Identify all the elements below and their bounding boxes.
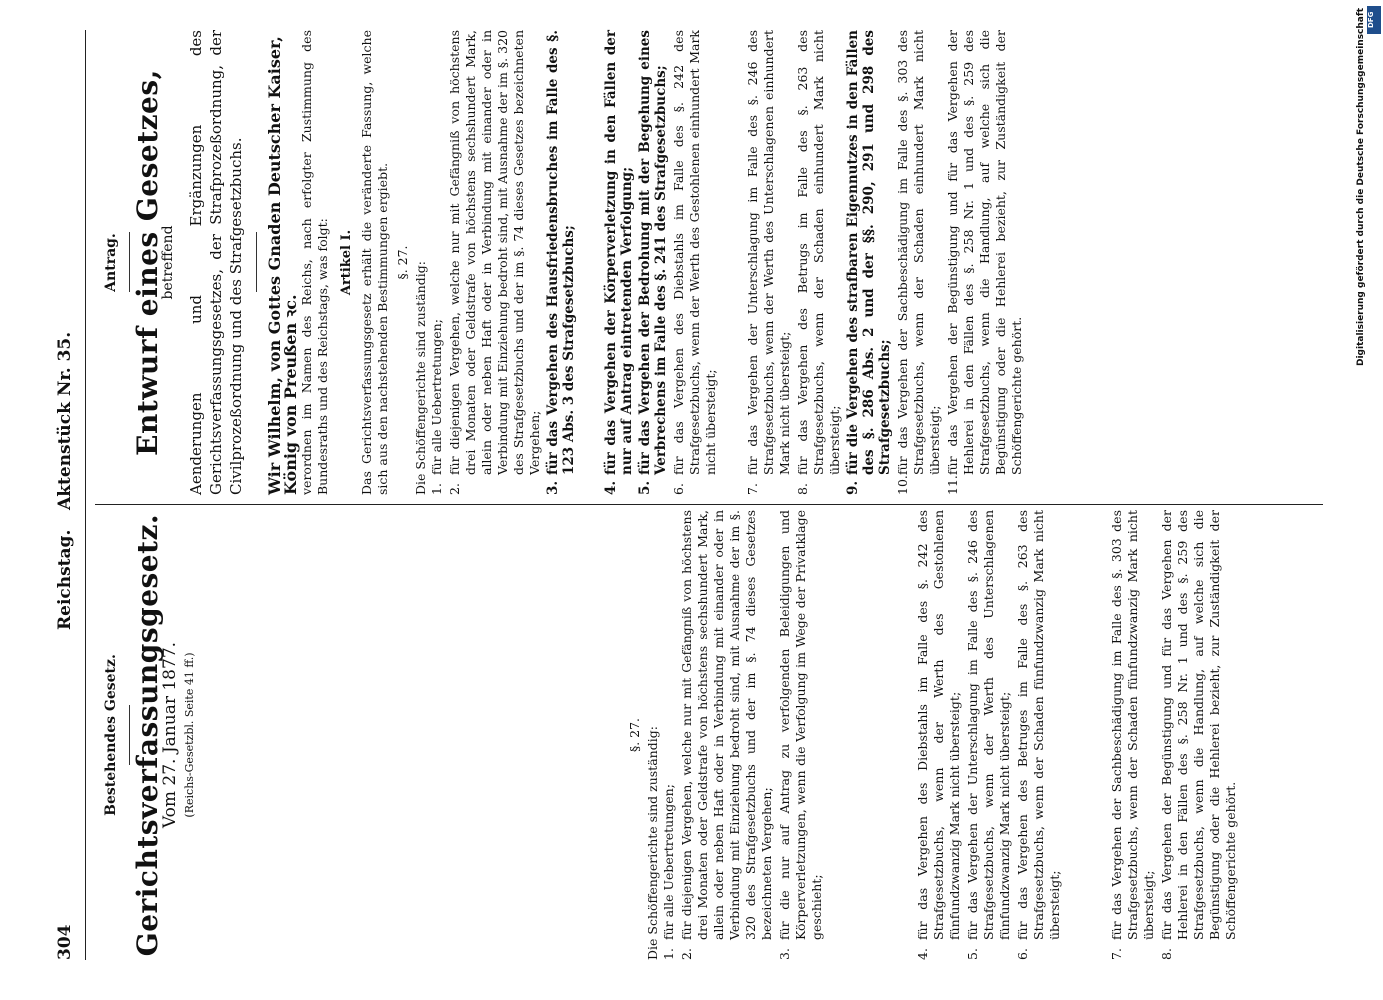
right-column (95, 30, 1027, 495)
right-article-text: Das Gerichtsverfassungsgesetz erhält die veränderte Fassung, welche sich aus den nachstehenden Bestimmungen ergiebt. (359, 30, 390, 495)
left-item-4: 4. für das Vergehen des Diebstahls im Falle des §. 242 des Strafgesetzbuchs, wenn der Werth des Gestohlenen fünfundzwanzig Mark nicht übersteigt; (915, 510, 962, 960)
dfg-logo: DFG (1367, 6, 1381, 34)
right-preamble-text: verordnen im Namen des Reichs, nach erfolgter Zustimmung des Bundesraths und des Reichstags, was folgt: (299, 30, 330, 495)
left-item-8: 8. für das Vergehen der Begünstigung und für das Vergehen der Hehlerei in den Fällen des §. 258 Nr. 1 und des §. 259 des Strafgesetzbuchs, wenn die Handlung, auf welche sich die Begünstigung oder die Hehlerei bezieht, zur Zuständigkeit der Schöffengerichte gehört. (1159, 510, 1238, 960)
right-item-3: 3. für das Vergehen des Hausfriedensbruches im Falle des §. 123 Abs. 3 des Strafgesetzbuchs; (545, 30, 577, 495)
left-title: Gerichtsverfassungsgesetz. (131, 513, 164, 957)
left-column (95, 510, 1241, 960)
right-rule (129, 233, 130, 293)
right-item-6: 6. für das Vergehen des Diebstahls im Falle des §. 242 des Strafgesetzbuchs, wenn der Werth des Gestohlenen einhundert Mark nicht übersteigt; (671, 30, 718, 495)
right-item-7: 7. für das Vergehen der Unterschlagung im Falle des §. 246 des Strafgesetzbuchs, wenn der Werth des Unterschlagenen einhundert Mark nicht übersteigt; (745, 30, 792, 495)
right-item-10: 10. für das Vergehen der Sachbeschädigung im Falle des §. 303 des Strafgesetzbuchs, wenn der Schaden einhundert Mark nicht übersteigt; (895, 30, 942, 495)
right-item-1: 1. für alle Uebertretungen; (429, 319, 444, 495)
right-subject: Aenderungen und Ergänzungen des Gerichtsverfassungsgesetzes, der Strafprozeßordnung, der Civilprozeßordnung und des Strafgesetzbuchs. (187, 30, 245, 495)
right-item-5: 5. für das Vergehen der Bedrohung mit der Begehung eines Verbrechens im Falle des §. 241 des Strafgesetzbuchs; (637, 30, 669, 495)
right-rule-2 (256, 233, 257, 293)
left-item-3: 3. für die nur auf Antrag zu verfolgenden Beleidigungen und Körperverletzungen, wenn die Verfolgung im Wege der Privatklage geschieht; (777, 510, 824, 960)
right-label: Antrag. (103, 233, 119, 292)
header-document: Aktenstück Nr. 35. (55, 331, 75, 510)
right-item-8: 8. für das Vergehen des Betrugs im Falle des §. 263 des Strafgesetzbuchs, wenn der Schaden einhundert Mark nicht übersteigt; (795, 30, 842, 495)
left-rule (129, 705, 130, 765)
left-item-6: 6. für das Vergehen des Betruges im Falle des §. 263 des Strafgesetzbuchs, wenn der Schaden fünfundzwanzig Mark nicht übersteigt; (1015, 510, 1062, 960)
page-number: 304 (55, 924, 75, 960)
left-item-5: 5. für das Vergehen der Unterschlagung im Falle des §. 246 des Strafgesetzbuchs, wenn der Werth des Unterschlagenen fünfundzwanzig Mark nicht übersteigt; (965, 510, 1012, 960)
right-subtitle: betreffend (160, 225, 176, 300)
right-title: Entwurf eines Gesetzes, (131, 69, 164, 456)
digitization-note: Digitalisierung gefördert durch die Deutsche Forschungsgemeinschaft (1356, 7, 1366, 366)
page-header (55, 30, 86, 960)
left-citation: (Reichs-Gesetzbl. Seite 41 ff.) (183, 652, 196, 818)
left-intro: Die Schöffengerichte sind zuständig: (645, 726, 660, 960)
header-institution: Reichstag. (55, 529, 75, 630)
right-preamble-title: Wir Wilhelm, von Gottes Gnaden Deutscher Kaiser, König von Preußen ꝛc. (265, 36, 300, 495)
right-article: Artikel I. (339, 229, 354, 296)
left-item-2: 2. für diejenigen Vergehen, welche nur mit Gefängniß von höchstens drei Monaten oder Geldstrafe von höchstens sechshundert Mark, allein oder neben Haft oder in Verbindung mit einander oder in Verbindung mit Einziehung bedroht sind, mit Ausnahme der im §. 320 des Strafgesetzbuchs und der im §. 74 dieses Gesetzes bezeichneten Vergehen; (679, 510, 774, 960)
right-item-4: 4. für das Vergehen der Körperverletzung in den Fällen der nur auf Antrag eintretenden Verfolgung; (603, 30, 635, 495)
left-section: §. 27. (627, 717, 642, 753)
right-intro: Die Schöffengerichte sind zuständig: (413, 261, 428, 495)
column-divider (95, 504, 1323, 505)
right-item-11: 11. für das Vergehen der Begünstigung und für das Vergehen der Hehlerei in den Fällen des §. 258 Nr. 1 und des §. 259 des Strafgesetzbuchs, wenn die Handlung, auf welche sich die Begünstigung oder die Hehlerei bezieht, zur Zuständigkeit der Schöffengerichte gehört. (945, 30, 1024, 495)
right-item-9: 9. für die Vergehen des strafbaren Eigennutzes in den Fällen des §. 286 Abs. 2 und der §§. 290, 291 und 298 des Strafgesetzbuchs; (845, 30, 893, 495)
left-item-7: 7. für das Vergehen der Sachbeschädigung im Falle des §. 303 des Strafgesetzbuchs, wenn der Schaden fünfundzwanzig Mark nicht übersteigt; (1109, 510, 1156, 960)
left-date: Vom 27. Januar 1877. (160, 641, 180, 829)
right-section: §. 27. (395, 245, 410, 280)
left-label: Bestehendes Gesetz. (103, 654, 119, 816)
right-item-2: 2. für diejenigen Vergehen, welche nur mit Gefängniß von höchstens drei Monaten oder Geldstrafe von höchstens sechshundert Mark, allein oder neben Haft oder in Verbindung mit einander oder in Verbindung mit Einziehung bedroht sind, mit Ausnahme der im §. 320 des Strafgesetzbuchs und der im §. 74 dieses Gesetzes bezeichneten Vergehen; (447, 30, 542, 495)
left-item-1: 1. für alle Uebertretungen; (661, 784, 676, 960)
